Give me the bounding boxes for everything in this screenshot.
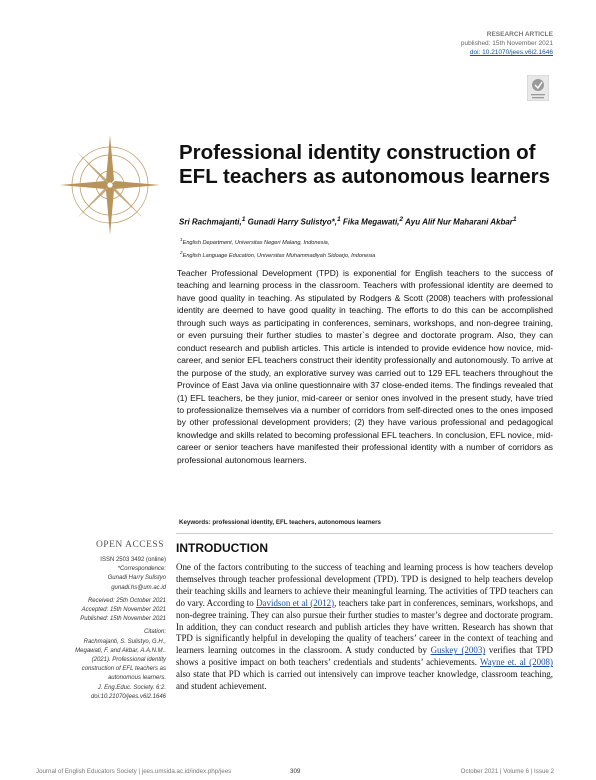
citation-line: Megawati, F. and Akbar, A.A.N.M.. <box>75 647 166 654</box>
published-date: published: 15th November 2021 <box>460 40 553 47</box>
citation-line: autonomous learners. <box>107 675 166 682</box>
page-number: 309 <box>290 768 301 775</box>
article-type: RESEARCH ARTICLE <box>486 31 553 38</box>
author-list <box>179 216 569 227</box>
author-affil-sup: 2 <box>399 216 404 223</box>
article-header <box>461 30 553 57</box>
citation-line: construction of EFL teachers as <box>81 666 166 673</box>
published-date-sidebar: Published: 15th November 2021 <box>80 616 166 623</box>
affiliation-text: English Language Education, Universitas Muhammadiyah Sidoarjo, Indonesia <box>182 252 376 259</box>
footer-issue: October 2021 | Volume 6 | Issue 2 <box>460 768 554 775</box>
correspondent-name: Gunadi Harry Sulistyo <box>107 575 166 582</box>
citation-link[interactable]: Wayne et. al (2008) <box>479 657 553 668</box>
body-text: One of the factors contributing to the success of teaching and learning process is how teachers develop themselves through teacher professional development (TPD). TPD is designed to help teachers develop their teaching skills and learners to achieve their meaningful learning. The activities of TPD teachers can do vary. According to <box>176 562 553 608</box>
citation-line: J. Eng.Educ. Society. 6:2. <box>97 684 166 691</box>
author-name: Ayu Alif Nur Maharani Akbar <box>405 217 513 227</box>
keywords: Keywords: professional identity, EFL teachers, autonomous learners <box>179 519 381 526</box>
received-date: Received: 25th October 2021 <box>87 597 166 604</box>
author-name: Fika Megawati, <box>342 217 400 227</box>
accepted-date: Accepted: 15th November 2021 <box>81 607 166 614</box>
affiliation <box>180 237 329 246</box>
affiliation-sup: 1 <box>180 237 183 242</box>
issn: ISSN 2503 3492 (online) <box>100 557 166 563</box>
footer-journal: Journal of English Educators Society | jees.umsida.ac.id/index.php/jees <box>36 768 232 775</box>
citation-link[interactable]: Guskey (2003) <box>430 645 486 656</box>
body-text: verifies that TPD shows a positive impact on both teachers’ credentials and students’ achievements. <box>176 645 553 668</box>
citation-link[interactable]: Davidson et al (2012) <box>256 597 335 608</box>
doi-link[interactable]: doi: 10.21070/jees.v6i2.1646 <box>469 49 553 56</box>
author-affil-sup: 1 <box>241 216 246 223</box>
affiliation-text: English Department, Universitas Negeri Malang, Indonesia, <box>182 239 330 246</box>
sidebar-info <box>75 556 166 702</box>
affiliation <box>180 250 375 259</box>
correspondence-label: *Correspondence: <box>117 566 166 573</box>
citation-line: doi:10.21070/jees.v6i2.1646 <box>90 693 166 700</box>
author-affil-sup: 1 <box>512 216 517 223</box>
affiliation-sup: 2 <box>180 250 183 255</box>
author-name: Sri Rachmajanti, <box>179 217 242 227</box>
author-name: Gunadi Harry Sulistyo*, <box>247 217 337 227</box>
citation-line: (2021). Professional identity <box>91 657 166 664</box>
correspondent-email[interactable]: gunadi.hs@um.ac.id <box>111 584 166 591</box>
author-affil-sup: 1 <box>336 216 341 223</box>
introduction-paragraph <box>176 562 553 693</box>
article-title: Professional identity construction of EFL teachers as autonomous learners <box>179 141 551 188</box>
body-text: also state that PD which is carried out intensively can improve teacher knowledge, classroom teaching, and student achievement. <box>176 669 553 692</box>
body-text: , teachers take part in conferences, seminars, workshops, and non-degree training. They can also pursue their further studies to master’s degree and doctorate program. In addition, they can conduct research and publish articles they have written. Research has shown that TPD is significantly helpful in developing the quality of teachers’ career in the context of teaching and learners learning outcomes in the classroom. A study conducted by <box>176 597 553 656</box>
divider <box>176 533 553 534</box>
section-heading-introduction: INTRODUCTION <box>176 541 268 555</box>
citation-label: Citation: <box>143 629 166 636</box>
journal-logo <box>55 130 165 240</box>
open-access-label: OPEN ACCESS <box>95 540 164 550</box>
abstract: Teacher Professional Development (TPD) is exponential for English teachers to the success of teaching and learning process in the classroom. Teachers with professional identity are deemed to have good quality in teaching. As stipulated by Rodgers & Scott (2008) teachers with professional identity are deemed to have good quality in teaching. The efforts to do this can be accomplished through such ways as participating in conferences, seminars, workshops, and non-degree training, or even pursuing their further studies to master`s degree and doctorate program. Also, they can conduct research and publish articles. This article is intended to provide evidence how novice, mid-career, and senior EFL teachers construct their identity professionally and autonomously. To arrive at the purpose of the study, an explorative survey was carried out to 129 EFL teachers throughout the Province of East Java via online questionnaire with 37 close-ended items. The findings revealed that (1) EFL teachers, be they junior, mid-career or senior ones involved in the present study, have tried to professionalize themselves via a number of corridors from self-directed ones to the ones imposed by other professional development providers; (2) they have various professional and pedagogical knowledge and skills related to becoming professional EFL teachers. In conclusion, EFL novice, mid-career or senior teachers have manifested their professional identity with a number of corridors as professional autonomous learners. <box>177 268 553 465</box>
check-for-updates-badge[interactable] <box>527 75 549 101</box>
citation-line: Rachmajanti, S. Sulistyo, G.H., <box>83 638 166 645</box>
